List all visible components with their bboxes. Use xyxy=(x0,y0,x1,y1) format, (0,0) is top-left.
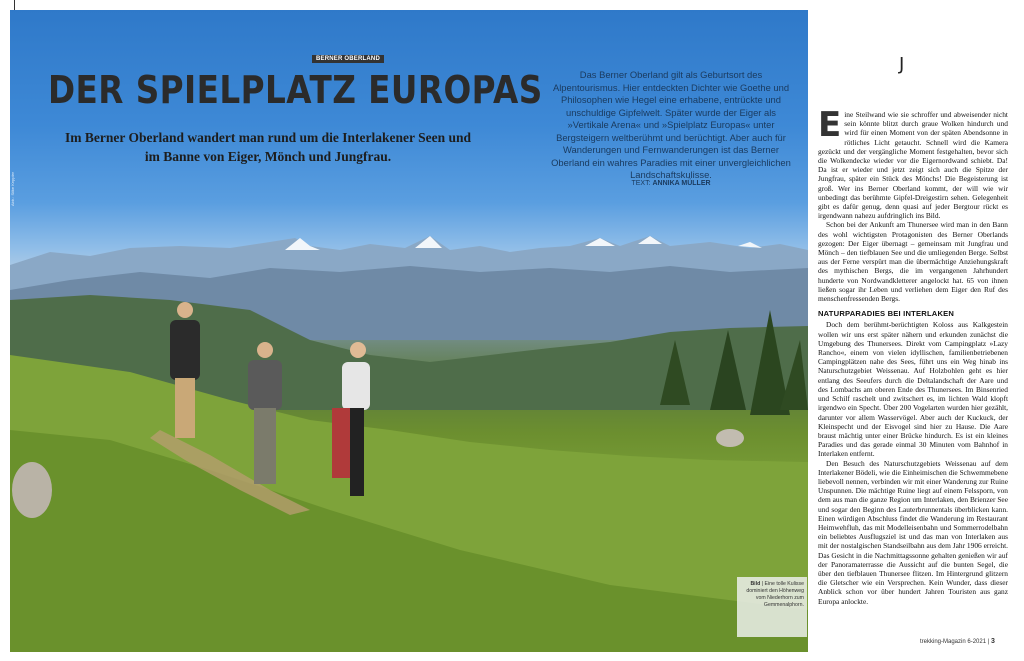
photo-caption xyxy=(737,577,807,637)
article-paragraph: Eine Steilwand wie sie schroffer und abweisender nicht sein könnte blitzt durch graue Wolken hindurch und wird für einen Moment von der späten Abendsonne in rötliches Licht getaucht. Schnell wird die Kamera gezückt und der vergängliche Moment festgehalten, bevor sich die Wolkendecke wieder vor die Eigernordwand schiebt. Da! Da ist er wieder und jetzt zeigt sich auch die Spitze der Jungfrau, später ein Stück des Mönchs! Die Begeisterung ist groß. Wer ins Berner Oberland kommt, der will wie wir unbedingt das berühmte Gipfel-Dreigestirn sehen. Gelegenheit gibt es dafür genug, denn quasi auf jeder Bergtour rückt es irgendwann nahezu aufdringlich ins Bild. xyxy=(818,105,1008,221)
byline: TEXT: ANNIKA MÜLLER xyxy=(631,180,711,187)
margin-line xyxy=(14,0,15,10)
article-paragraph: Doch dem berühmt-berüchtigten Koloss aus Kalkgestein wollen wir uns erst später nähern und erkunden zunächst die Umgebung des Thunersees. Direkt vom Campingplatz »Lazy Rancho«, einem von vielen idyllischen, familienbetriebenen Campingplätzen nahe des Sees, führt uns ein Weg hinab ins Naturschutzgebiet Weissenau. Auf Holzbohlen geht es hier entlang des Seeufers durch die Deltalandschaft der Aare und des Lombachs am oberen Ende des Thunersees. Im Binsenried und Schilf raschelt und zwitschert es, im lichten Wald klopft irgendwo ein Specht. Über 200 Vogelarten wurden hier gezählt, darunter vor allem Wasservögel. Aber auch der Kuckuck, der Kleinspecht und der Eisvogel sind hier zu Hause. Die Aare braust mächtig unter einer Brücke hindurch. Es ist ein kleines Paradies und das gerade einmal 30 Minuten vom Bahnhof in Interlaken entfernt. xyxy=(818,320,1008,459)
page-footer: trekking-Magazin 6-2021 | 3 xyxy=(920,638,995,645)
intro-text: Das Berner Oberland gilt als Geburtsort des Alpentourismus. Hier entdeckten Dichter wie Goethe und Philosophen wie Hegel eine erhabene, entrückte und unschuldige Gipfelwelt. Später wurde der Eiger als »Vertikale Arena« und »Spielplatz Europas« unter Bergsteigern weltberühmt und berüchtigt. Aber auch für Wanderungen und Fernwanderungen ist das Berner Oberland ein wahres Paradies mit einer unvergleichlichen Landschaftskulisse. xyxy=(551,69,791,180)
page-title: DER SPIELPLATZ EUROPAS xyxy=(48,68,543,112)
article-paragraph: Schon bei der Ankunft am Thunersee wird man in den Bann des wohl wichtigsten Protagonisten des Berner Oberlands gezogen: Der Eiger übernagt – gemeinsam mit Jungfrau und Mönch – den tiefblauen See und die umliegenden Berge. Selbst aus der Ferne verspürt man die übermächtige Anziehungskraft des mythischen Bergs, die im vergangenen Jahrhundert hunderte von Nordwandkletterer angelockt hat. 65 von ihnen ließen sogar ihr Leben und verliehen dem Eiger den Ruf des menschenfressenden Bergs. xyxy=(818,220,1008,304)
page-number: 3 xyxy=(990,638,995,645)
initial-letter: J xyxy=(899,54,905,75)
drop-cap: E xyxy=(818,105,842,145)
author-name: ANNIKA MÜLLER xyxy=(652,180,711,187)
page-subtitle: Im Berner Oberland wandert man rund um die Interlakener Seen und im Banne von Eiger, Mönch und Jungfrau. xyxy=(64,130,472,164)
article-paragraph: Den Besuch des Naturschutzgebiets Weissenau auf dem Interlakener Bödeli, wie die Einheimischen die Schwemmebene liebevoll nennen, verbinden wir mit einer Wanderung zur Ruine Unspunnen. Die mächtige Ruine liegt auf einem Felssporn, von dem aus man die ganze Region um Interlaken, den Brienzer See und sogar den Beginn des Lauterbrunnentals überblicken kann. Einen würdigen Abschluss findet die Wanderung im Restaurant Heimwehfluh, das mit Modelleisenbahn und Sommerrodelbahn ein beliebtes Ausflugsziel ist und das man von Interlaken aus mit der nostalgischen Standseilbahn aus dem Jahr 1906 erreicht. Das Gesicht in die Nachmittagssonne gehalten genießen wir auf der Panoramaterrasse die Aussicht auf die bunten Segel, die über den tiefblauen Thunersee flitzen. Im Hintergrund glitzern die Gletscher wie ein Versprechen. Kein Wunder, dass dieser Anblick schon vor über hundert Jahren Touristen aus ganz Europa anlockte. xyxy=(818,458,1008,606)
article-column xyxy=(818,105,1008,606)
photo-credit: Abb.: Silke Keppler xyxy=(10,171,15,206)
magazine-name: trekking-Magazin 6-2021 xyxy=(920,639,987,645)
article-heading: NATURPARADIES BEI INTERLAKEN xyxy=(818,309,955,319)
caption-text: | Eine tolle Kulisse dominiert den Höhenweg vom Niederhorn zum Gemmenalphorn. xyxy=(746,581,804,608)
caption-label: Bild xyxy=(750,581,761,587)
region-tag: BERNER OBERLAND xyxy=(312,55,384,63)
